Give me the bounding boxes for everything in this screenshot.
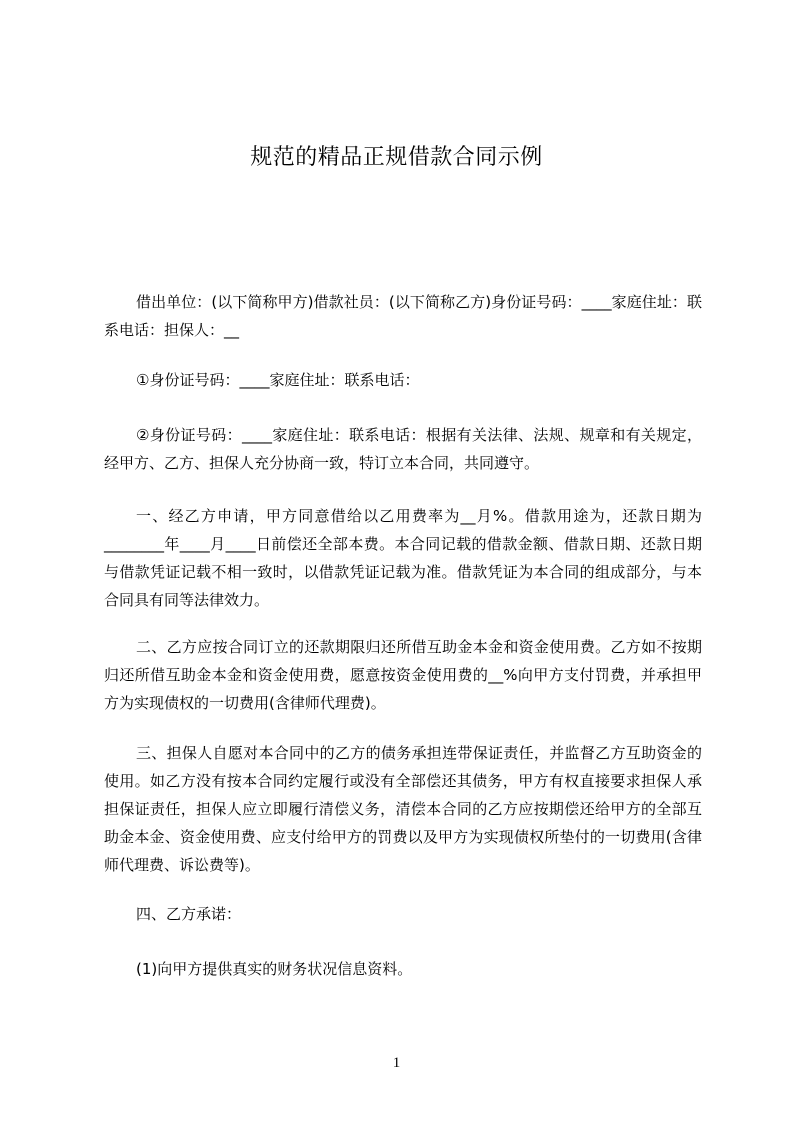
- paragraph-guarantor-1: ①身份证号码：____家庭住址：联系电话：: [136, 371, 420, 389]
- page-number: 1: [392, 1055, 401, 1071]
- paragraph-clause-2: 二、乙方应按合同订立的还款期限归还所借互助金本金和资金使用费。乙方如不按期归还所借互助金本金和资金使用费，愿意按资金使用费的__%向甲方支付罚费，并承担甲方为实现债权的一切费用(含律师代理费)。: [104, 638, 702, 712]
- paragraph-clause-4-item-1: (1)向甲方提供真实的财务状况信息资料。: [136, 960, 413, 978]
- paragraph-parties: 借出单位：(以下简称甲方)借款社员：(以下简称乙方)身份证号码：____家庭住址：联系电话：担保人：__: [104, 293, 702, 339]
- paragraph-clause-3: 三、担保人自愿对本合同中的乙方的债务承担连带保证责任，并监督乙方互助资金的使用。如乙方没有按本合同约定履行或没有全部偿还其债务，甲方有权直接要求担保人承担保证责任，担保人应立即履行清偿义务，清偿本合同的乙方应按期偿还给甲方的全部互助金本金、资金使用费、应支付给甲方的罚费以及甲方为实现债权所垫付的一切费用(含律师代理费、诉讼费等)。: [104, 744, 702, 874]
- paragraph-guarantor-2: ②身份证号码：____家庭住址：联系电话：根据有关法律、法规、规章和有关规定，经甲方、乙方、担保人充分协商一致，特订立本合同，共同遵守。: [104, 426, 702, 472]
- paragraph-clause-1: 一、经乙方申请，甲方同意借给以乙用费率为__月%。借款用途为，还款日期为________年____月____日前偿还全部本费。本合同记载的借款金额、借款日期、还款日期与借款凭证记载不相一致时，以借款凭证记载为准。借款凭证为本合同的组成部分，与本合同具有同等法律效力。: [104, 507, 702, 609]
- page-title: 规范的精品正规借款合同示例: [250, 145, 543, 170]
- paragraph-clause-4: 四、乙方承诺：: [136, 905, 242, 923]
